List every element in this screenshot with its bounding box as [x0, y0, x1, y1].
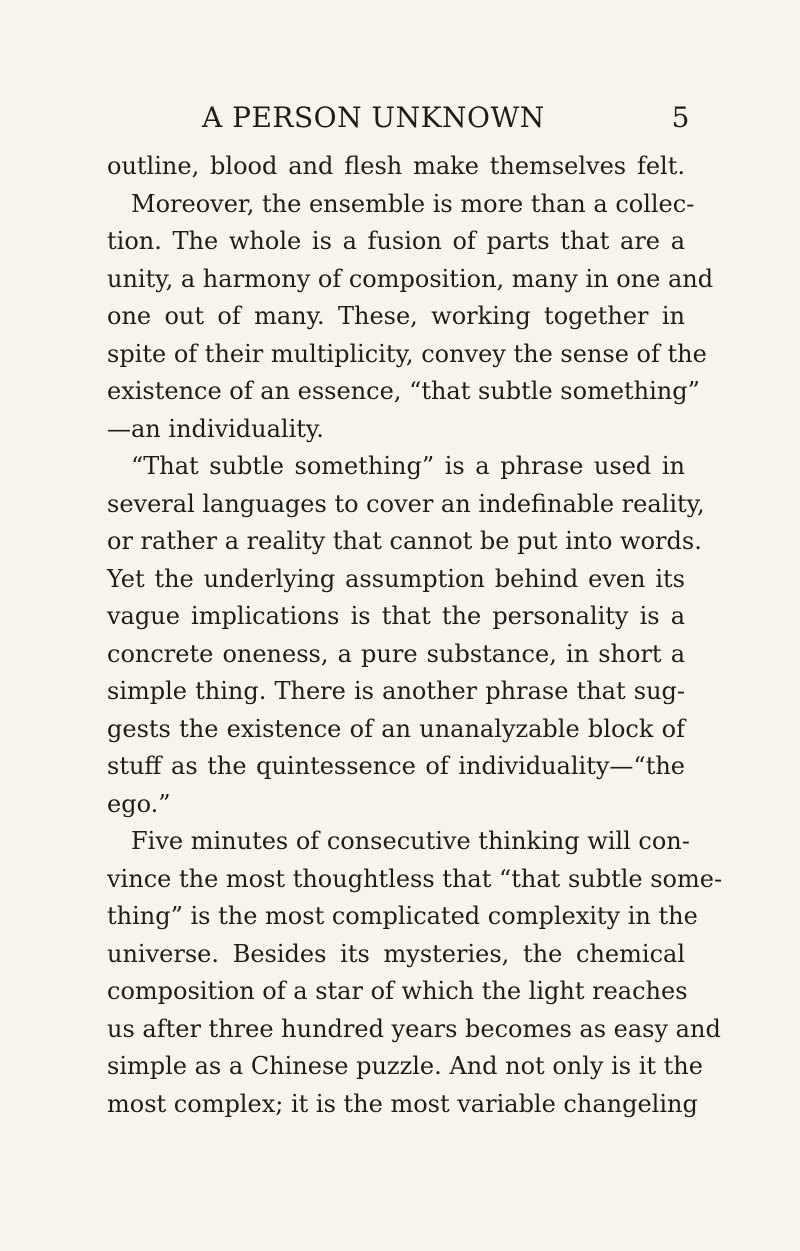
page-number: 5	[671, 101, 690, 134]
running-title: A PERSON UNKNOWN	[202, 101, 545, 134]
body-text	[107, 148, 723, 1123]
text-line: vince the most thoughtless that “that subtle some-	[107, 864, 723, 893]
text-line: one out of many. These, working together in	[107, 302, 685, 330]
text-line: unity, a harmony of composition, many in one and	[107, 264, 714, 293]
text-line: us after three hundred years becomes as easy and	[107, 1014, 721, 1043]
text-line: existence of an essence, “that subtle something”	[107, 377, 700, 405]
text-line: or rather a reality that cannot be put into words.	[107, 527, 702, 555]
text-line: thing” is the most complicated complexity in the	[107, 902, 698, 930]
text-line: several languages to cover an indefinable reality,	[107, 489, 705, 518]
text-line: Moreover, the ensemble is more than a collec-	[131, 189, 695, 218]
text-line: Five minutes of consecutive thinking will con-	[131, 827, 690, 855]
text-line: vague implications is that the personality is a	[107, 602, 685, 630]
text-line: outline, blood and flesh make themselves felt.	[107, 152, 685, 180]
text-line: concrete oneness, a pure substance, in short a	[107, 639, 685, 668]
text-line: tion. The whole is a fusion of parts that are a	[107, 227, 685, 255]
text-line: most complex; it is the most variable changeling	[107, 1089, 698, 1118]
text-line: simple thing. There is another phrase that sug-	[107, 677, 685, 705]
running-head	[202, 98, 690, 138]
text-line: “That subtle something” is a phrase used in	[131, 452, 685, 480]
text-line: Yet the underlying assumption behind even its	[107, 564, 685, 593]
text-line: spite of their multiplicity, convey the sense of the	[107, 339, 707, 368]
text-line: ego.”	[107, 789, 171, 818]
text-line: composition of a star of which the light reaches	[107, 977, 688, 1005]
text-line: universe. Besides its mysteries, the chemical	[107, 939, 685, 968]
text-line: —an individuality.	[107, 414, 324, 443]
text-line: stuff as the quintessence of individuality—“the	[107, 752, 685, 780]
text-line: simple as a Chinese puzzle. And not only is it the	[107, 1052, 703, 1080]
text-line: gests the existence of an unanalyzable block of	[107, 714, 685, 743]
